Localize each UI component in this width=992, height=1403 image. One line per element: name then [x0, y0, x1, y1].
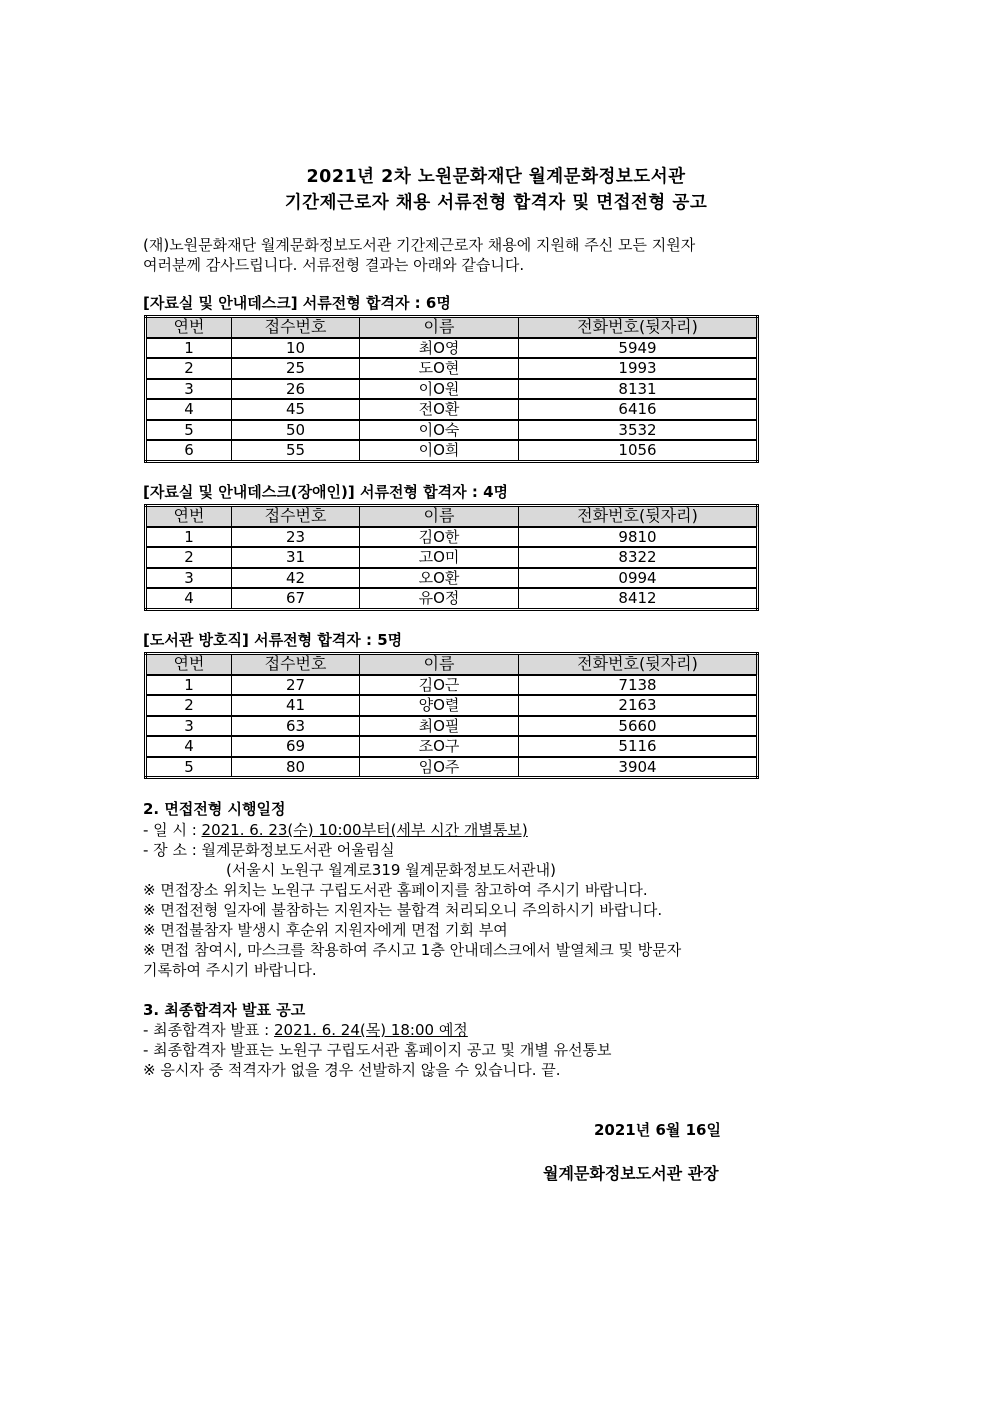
cell-name: 이O원	[360, 379, 519, 400]
interview-note-3: ※ 면접불참자 발생시 후순위 지원자에게 면접 기회 부여	[143, 921, 508, 939]
table-header-row	[146, 654, 758, 675]
col-header-receipt: 접수번호	[232, 654, 360, 675]
col-header-phone: 전화번호(뒷자리)	[519, 654, 758, 675]
interview-heading: 2. 면접전형 시행일정	[143, 800, 286, 818]
cell-no: 2	[146, 547, 232, 568]
interview-place-line: - 장 소 : 월계문화정보도서관 어울림실	[143, 841, 395, 859]
final-announce-line	[143, 1019, 468, 1040]
final-heading: 3. 최종합격자 발표 공고	[143, 1001, 306, 1019]
cell-phone: 5660	[519, 716, 758, 737]
table-row	[146, 588, 758, 609]
col-header-name: 이름	[360, 654, 519, 675]
cell-receipt: 67	[232, 588, 360, 609]
intro-line-1: (재)노원문화재단 월계문화정보도서관 기간제근로자 채용에 지원해 주신 모든 지원자	[143, 236, 696, 254]
cell-name: 이O희	[360, 440, 519, 461]
cell-phone: 8322	[519, 547, 758, 568]
cell-phone: 1993	[519, 358, 758, 379]
cell-phone: 8412	[519, 588, 758, 609]
cell-receipt: 10	[232, 338, 360, 359]
section1-heading: [자료실 및 안내데스크] 서류전형 합격자 : 6명	[143, 294, 451, 312]
cell-no: 3	[146, 568, 232, 589]
cell-receipt: 80	[232, 757, 360, 778]
cell-receipt: 63	[232, 716, 360, 737]
final-announce-value: 2021. 6. 24(목) 18:00 예정	[273, 1021, 468, 1039]
cell-name: 전O환	[360, 399, 519, 420]
cell-name: 최O필	[360, 716, 519, 737]
table-row	[146, 440, 758, 461]
cell-no: 5	[146, 757, 232, 778]
table-row	[146, 757, 758, 778]
cell-no: 5	[146, 420, 232, 441]
cell-no: 1	[146, 338, 232, 359]
final-announce-label: - 최종합격자 발표 :	[143, 1021, 274, 1039]
cell-phone: 0994	[519, 568, 758, 589]
col-header-receipt: 접수번호	[232, 506, 360, 527]
cell-receipt: 23	[232, 527, 360, 548]
section2-table	[144, 504, 759, 611]
cell-name: 도O현	[360, 358, 519, 379]
cell-receipt: 25	[232, 358, 360, 379]
cell-no: 4	[146, 588, 232, 609]
cell-phone: 2163	[519, 695, 758, 716]
document-date: 2021년 6월 16일	[594, 1121, 721, 1139]
cell-phone: 8131	[519, 379, 758, 400]
cell-receipt: 50	[232, 420, 360, 441]
final-line-2: - 최종합격자 발표는 노원구 구립도서관 홈페이지 공고 및 개별 유선통보	[143, 1041, 612, 1059]
cell-phone: 3904	[519, 757, 758, 778]
interview-date-value: 2021. 6. 23(수) 10:00부터(세부 시간 개별통보)	[201, 821, 528, 839]
cell-receipt: 27	[232, 675, 360, 696]
table-row	[146, 547, 758, 568]
cell-no: 4	[146, 736, 232, 757]
interview-note-4-line-1: ※ 면접 참여시, 마스크를 착용하여 주시고 1층 안내데스크에서 발열체크 및 방문자	[143, 941, 682, 959]
cell-phone: 3532	[519, 420, 758, 441]
table-row	[146, 379, 758, 400]
cell-no: 2	[146, 358, 232, 379]
col-header-receipt: 접수번호	[232, 317, 360, 338]
section3-table	[144, 652, 759, 779]
cell-phone: 5949	[519, 338, 758, 359]
cell-name: 유O정	[360, 588, 519, 609]
cell-receipt: 69	[232, 736, 360, 757]
table-row	[146, 420, 758, 441]
section2-heading: [자료실 및 안내데스크(장애인)] 서류전형 합격자 : 4명	[143, 483, 508, 501]
table-row	[146, 358, 758, 379]
table-header-row	[146, 317, 758, 338]
interview-note-1: ※ 면접장소 위치는 노원구 구립도서관 홈페이지를 참고하여 주시기 바랍니다.	[143, 881, 648, 899]
table-row	[146, 736, 758, 757]
table-row	[146, 716, 758, 737]
final-line-3: ※ 응시자 중 적격자가 없을 경우 선발하지 않을 수 있습니다. 끝.	[143, 1061, 561, 1079]
cell-name: 최O영	[360, 338, 519, 359]
cell-receipt: 42	[232, 568, 360, 589]
cell-no: 2	[146, 695, 232, 716]
col-header-phone: 전화번호(뒷자리)	[519, 506, 758, 527]
cell-phone: 5116	[519, 736, 758, 757]
table-row	[146, 527, 758, 548]
interview-note-2: ※ 면접전형 일자에 불참하는 지원자는 불합격 처리되오니 주의하시기 바랍니다.	[143, 901, 663, 919]
table-row	[146, 675, 758, 696]
cell-name: 김O한	[360, 527, 519, 548]
col-header-name: 이름	[360, 317, 519, 338]
interview-date-line	[143, 819, 528, 840]
cell-no: 3	[146, 379, 232, 400]
cell-name: 김O근	[360, 675, 519, 696]
cell-name: 양O렬	[360, 695, 519, 716]
cell-name: 임O주	[360, 757, 519, 778]
cell-no: 3	[146, 716, 232, 737]
cell-no: 4	[146, 399, 232, 420]
title-line-2: 기간제근로자 채용 서류전형 합격자 및 면접전형 공고	[284, 193, 708, 213]
col-header-no: 연번	[146, 317, 232, 338]
cell-phone: 1056	[519, 440, 758, 461]
section1-table	[144, 315, 759, 463]
cell-receipt: 55	[232, 440, 360, 461]
interview-date-label: - 일 시 :	[143, 821, 202, 839]
interview-note-4-line-2: 기록하여 주시기 바랍니다.	[143, 961, 317, 979]
cell-receipt: 26	[232, 379, 360, 400]
cell-receipt: 45	[232, 399, 360, 420]
signature: 월계문화정보도서관 관장	[543, 1164, 719, 1183]
cell-phone: 6416	[519, 399, 758, 420]
cell-phone: 7138	[519, 675, 758, 696]
table-header-row	[146, 506, 758, 527]
cell-no: 6	[146, 440, 232, 461]
table-row	[146, 568, 758, 589]
cell-no: 1	[146, 675, 232, 696]
table-row	[146, 338, 758, 359]
col-header-no: 연번	[146, 654, 232, 675]
intro-line-2: 여러분께 감사드립니다. 서류전형 결과는 아래와 같습니다.	[143, 256, 525, 274]
table-row	[146, 399, 758, 420]
section3-heading: [도서관 방호직] 서류전형 합격자 : 5명	[143, 631, 403, 649]
cell-no: 1	[146, 527, 232, 548]
cell-receipt: 31	[232, 547, 360, 568]
cell-name: 이O숙	[360, 420, 519, 441]
table-row	[146, 695, 758, 716]
title-line-1: 2021년 2차 노원문화재단 월계문화정보도서관	[306, 167, 686, 187]
col-header-phone: 전화번호(뒷자리)	[519, 317, 758, 338]
cell-name: 고O미	[360, 547, 519, 568]
cell-phone: 9810	[519, 527, 758, 548]
interview-address-line: (서울시 노원구 월계로319 월계문화정보도서관내)	[226, 861, 556, 879]
col-header-name: 이름	[360, 506, 519, 527]
cell-name: 오O환	[360, 568, 519, 589]
col-header-no: 연번	[146, 506, 232, 527]
cell-receipt: 41	[232, 695, 360, 716]
cell-name: 조O구	[360, 736, 519, 757]
